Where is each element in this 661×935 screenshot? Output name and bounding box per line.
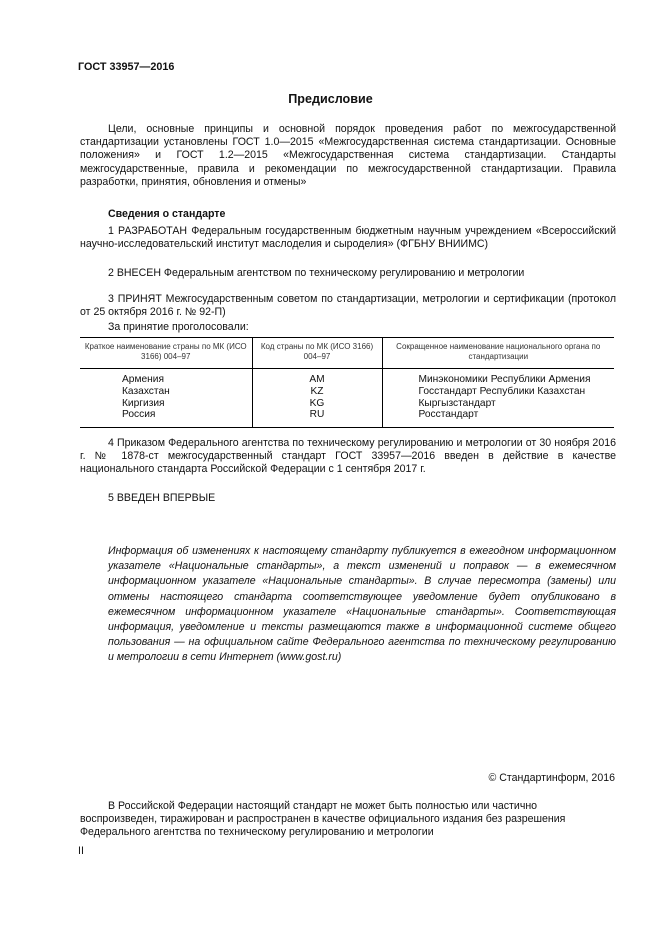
code-cell: KG [252,398,382,410]
column-header-code: Код страны по МК (ИСО 3166) 004–97 [252,338,382,369]
column-header-body: Сокращенное наименование национального органа по стандартизации [382,338,614,369]
code-cell: KZ [252,386,382,398]
item-adopted: 3 ПРИНЯТ Межгосударственным советом по стандартизации, метрологии и сертификации (протокол от 25 октября 2016 г. № 92-П) [80,293,616,319]
page-title: Предисловие [288,92,373,106]
body-cell: Госстандарт Республики Казахстан [382,386,614,398]
document-code: ГОСТ 33957—2016 [78,61,175,73]
item-enacted: 4 Приказом Федерального агентства по техническому регулированию и метрологии от 30 ноября 2016 г. № 1878-ст межгосударственный стандарт ГОСТ 33957—2016 введен в действие в качестве национального стандарта Российской Федерации с 1 сентября 2017 г. [80,437,616,476]
page-number: II [78,845,84,857]
section-title: Сведения о стандарте [108,208,226,220]
table-row [80,398,614,410]
body-cell: Росстандарт [382,409,614,427]
table-row [80,386,614,398]
country-cell: Армения [122,374,164,385]
code-cell: AM [252,369,382,386]
vote-caption: За принятие проголосовали: [108,321,249,333]
item-submitted: 2 ВНЕСЕН Федеральным агентством по техническому регулированию и метрологии [108,267,525,279]
intro-paragraph: Цели, основные принципы и основной порядок проведения работ по межгосударственной стандартизации установлены ГОСТ 1.0—2015 «Межгосударственная система стандартизации. Основные положения» и ГОСТ 1.2—2015 «Межгосударственная система стандартизации. Стандарты межгосударственные, правила и рекомендации по межгосударственной стандартизации. Правила разработки, принятия, обновления и отмены» [80,123,616,188]
reproduction-notice: В Российской Федерации настоящий стандарт не может быть полностью или частично воспроизведен, тиражирован и распространен в качестве официального издания без разрешения Федерального агентства по техническому регулированию и метрологии [80,800,566,839]
voting-table [80,337,614,428]
code-cell: RU [252,409,382,427]
item-first-introduced: 5 ВВЕДЕН ВПЕРВЫЕ [108,492,216,504]
copyright-line: © Стандартинформ, 2016 [488,772,615,784]
body-cell: Кыргызстандарт [382,398,614,410]
column-header-country: Краткое наименование страны по МК (ИСО 3166) 004–97 [80,338,252,369]
country-cell: Киргизия [122,397,165,409]
table-row [80,409,614,427]
country-cell: Россия [80,409,252,427]
table-row [80,369,614,386]
table-header-row [80,338,614,369]
country-cell: Казахстан [122,385,170,397]
info-notice: Информация об изменениях к настоящему стандарту публикуется в ежегодном информационном указателе «Национальные стандарты», а текст изменений и поправок — в ежемесячном информационном указателе «Национальные стандарты». В случае пересмотра (замены) или отмены настоящего стандарта соответствующее уведомление будет опубликовано в ежемесячном информационном указателе «Национальные стандарты». Соответствующая информация, уведомление и тексты размещаются также в информационной системе общего пользования — на официальном сайте Федерального агентства по техническому регулированию и метрологии в сети Интернет (www.gost.ru) [108,545,616,664]
item-developed: 1 РАЗРАБОТАН Федеральным государственным бюджетным научным учреждением «Всероссийский научно-исследовательский институт маслоделия и сыроделия» (ФГБНУ ВНИИМС) [80,225,616,251]
body-cell: Минэкономики Республики Армения [382,369,614,386]
